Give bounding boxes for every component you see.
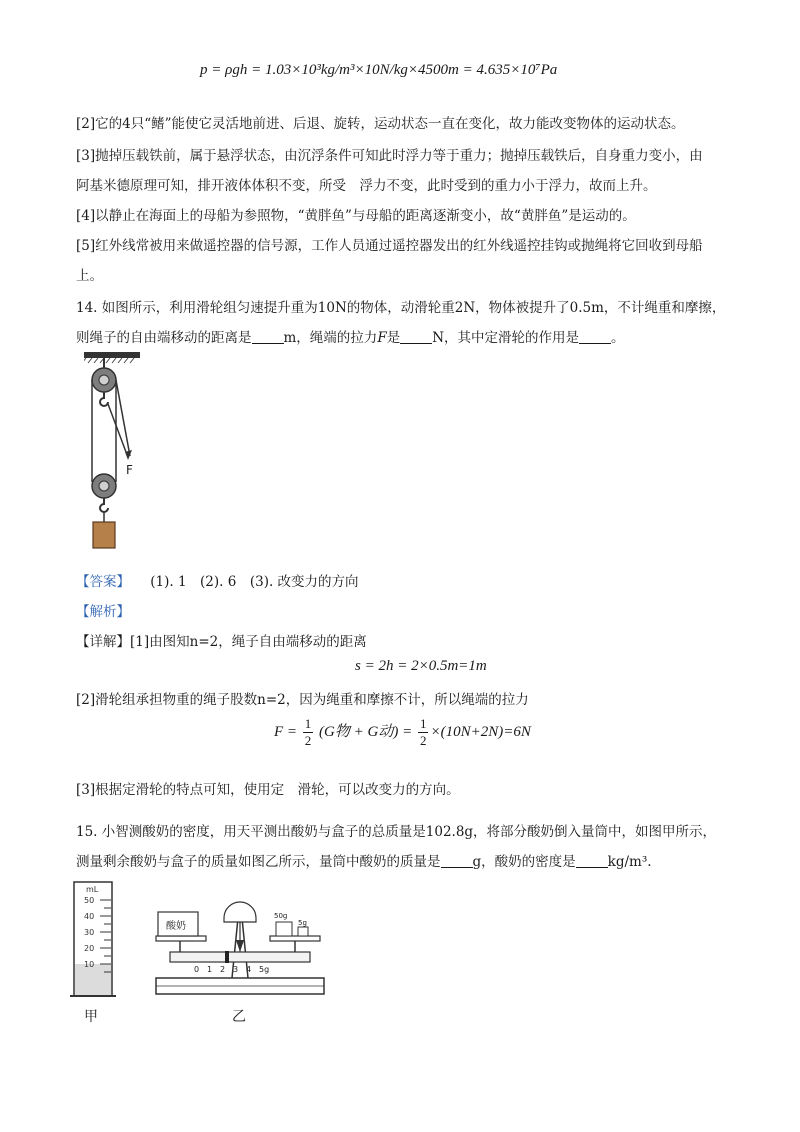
balance-dial [224,902,256,922]
weight-block [93,522,115,548]
formula-F [274,716,531,749]
pressure-formula: p = ρgh = 1.03×10³kg/m³×10N/kg×4500m = 4.635×10⁷Pa [200,62,558,78]
q14-force-symbol: F [377,330,387,346]
cyl-tick-10: 10 [84,960,95,969]
q14-blank-2 [400,329,432,344]
caption-jia: 甲 [84,1009,98,1025]
q14-line2-a: 则绳子的自由端移动的距离是 [76,330,252,346]
formula-F-rhs: ×(10N+2N)=6N [430,723,531,740]
formula-F-mid: (G物 + G动) = [319,723,413,740]
weight-50g-icon [276,922,292,936]
balance-beam [170,952,310,962]
balance-figure [150,896,330,1002]
weight-5g-label: 5g [298,919,307,927]
q15-line2 [76,852,652,872]
detail-tag: 【详解】 [76,634,130,650]
ceiling-bar [84,352,140,358]
q14-analysis-tag [76,602,130,622]
q14-line2-e: 。 [611,330,625,346]
fraction-half-2: $\frac{1}{2}$ [419,716,427,748]
detail-1-text: [1]由图知n=2，绳子自由端移动的距离 [130,634,367,650]
q15-line2-b: g，酸奶的密度是 [472,854,576,870]
q15-line2-a: 测量剩余酸奶与盒子的质量如图乙所示，量筒中酸奶的质量是 [76,854,441,870]
pulley-figure [84,352,154,552]
cyl-tick-30: 30 [84,928,95,937]
scale-3: 3 [233,965,239,974]
q14-detail-1 [76,632,367,652]
measuring-cylinder-figure [70,878,120,1000]
caption-yi: 乙 [232,1009,246,1025]
q14-blank-3 [579,329,611,344]
formula-F-lhs: F = [274,723,298,740]
para-3b: 阿基米德原理可知，排开液体体积不变，所受 浮力不变，此时受到的重力小于浮力，故而上升。 [76,178,657,194]
scale-1: 1 [207,965,213,974]
para-5b: 上。 [76,268,103,284]
para-5a: [5]红外线常被用来做遥控器的信号源，工作人员通过遥控器发出的红外线遥控挂钩或抛绳将它回收到母船 [76,238,703,254]
rider-icon [225,951,229,963]
para-3a: [3]抛掉压载铁前，属于悬浮状态，由沉浮条件可知此时浮力等于重力；抛掉压载铁后，自身重力变小，由 [76,148,703,164]
q14-line2-c: 是 [386,330,401,346]
q15-blank-2 [576,853,608,868]
weight-5g-icon [298,927,308,936]
q14-line1: 14. 如图所示，利用滑轮组匀速提升重为10N的物体，动滑轮重2N，物体被提升了0.5m，不计绳重和摩擦， [76,300,726,316]
right-pan [270,936,320,941]
force-label: F [126,463,133,477]
cyl-tick-50: 50 [84,896,95,905]
weight-50g-label: 50g [274,912,288,920]
q15-blank-1 [441,853,473,868]
para-4: [4]以静止在海面上的母船为参照物，“黄胖鱼”与母船的距离逐渐变小，故“黄胖鱼”是运动的。 [76,208,636,224]
q15-line1: 15. 小智测酸奶的密度，用天平测出酸奶与盒子的总质量是102.8g，将部分酸奶倒入量筒中，如图甲所示， [76,824,717,840]
cyl-tick-20: 20 [84,944,95,953]
q14-line2-b: m，绳端的拉力 [283,330,378,346]
box-label: 酸奶 [166,921,186,932]
scale-2: 2 [220,965,226,974]
fraction-half-1: $\frac{1}{2}$ [304,716,312,748]
q14-blank-1 [252,329,284,344]
left-pan [156,936,206,941]
analysis-tag: 【解析】 [76,604,130,620]
answer-text: (1). 1 (2). 6 (3). 改变力的方向 [150,574,359,590]
q14-line2-d: N，其中定滑轮的作用是 [432,330,579,346]
scale-0: 0 [194,965,200,974]
cylinder-unit: mL [86,885,99,894]
q15-line2-c: kg/m³. [607,854,652,870]
q14-answer [76,572,359,592]
cyl-tick-40: 40 [84,912,95,921]
scale-4: 4 [246,965,252,974]
q14-line2 [76,328,625,348]
pointer-icon [236,940,244,952]
q14-detail-3: [3]根据定滑轮的特点可知，使用定 滑轮，可以改变力的方向。 [76,782,460,798]
q14-detail-2: [2]滑轮组承担物重的绳子股数n=2，因为绳重和摩擦不计，所以绳端的拉力 [76,692,529,708]
para-2: [2]它的4只“鳍”能使它灵活地前进、后退、旋转，运动状态一直在变化，故力能改变物体的运动状态。 [76,116,685,132]
answer-tag: 【答案】 [76,574,124,590]
scale-5g: 5g [259,965,270,974]
formula-s: s = 2h = 2×0.5m=1m [355,658,487,674]
